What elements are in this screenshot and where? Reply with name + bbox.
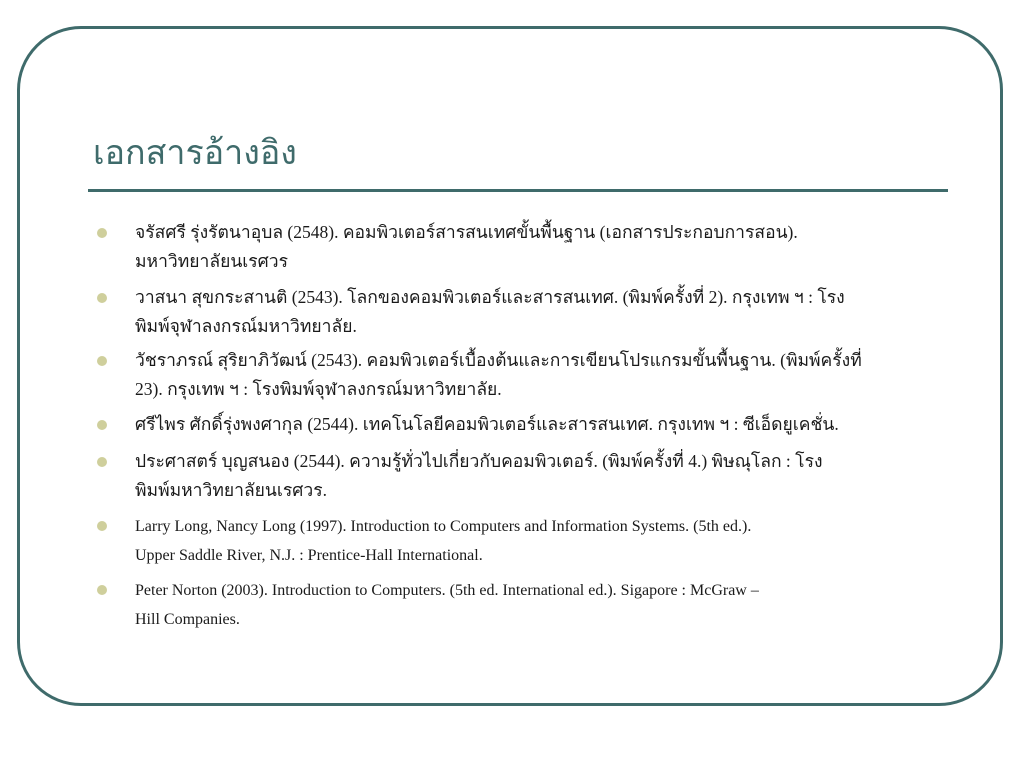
reference-line: มหาวิทยาลัยนเรศวร [135,251,288,271]
reference-text [135,576,925,634]
bullet-icon [97,420,107,430]
reference-line: จรัสศรี รุ่งรัตนาอุบล (2548). คอมพิวเตอร์สารสนเทศขั้นพื้นฐาน (เอกสารประกอบการสอน). [135,222,798,242]
bullet-icon [97,521,107,531]
bullet-icon [97,293,107,303]
reference-line: พิมพ์จุฬาลงกรณ์มหาวิทยาลัย. [135,316,357,336]
reference-text [135,512,925,570]
reference-line: ศรีไพร ศักดิ์รุ่งพงศากุล (2544). เทคโนโลยีคอมพิวเตอร์และสารสนเทศ. กรุงเทพ ฯ : ซีเอ็ดยูเคชั่น. [135,414,839,434]
reference-line: Upper Saddle River, N.J. : Prentice-Hall International. [135,547,483,564]
bullet-icon [97,356,107,366]
reference-text [135,447,925,505]
reference-line: พิมพ์มหาวิทยาลัยนเรศวร. [135,480,327,500]
bullet-icon [97,457,107,467]
reference-text [135,346,925,404]
reference-line: Peter Norton (2003). Introduction to Computers. (5th ed. International ed.). Sigapore : McGraw – [135,582,759,599]
reference-line: ประศาสตร์ บุญสนอง (2544). ความรู้ทั่วไปเกี่ยวกับคอมพิวเตอร์. (พิมพ์ครั้งที่ 4.) พิษณุโลก : โรง [135,451,823,471]
reference-line: Larry Long, Nancy Long (1997). Introduction to Computers and Information Systems. (5th ed.). [135,518,752,535]
title-underline [88,189,948,192]
bullet-icon [97,228,107,238]
reference-line: 23). กรุงเทพ ฯ : โรงพิมพ์จุฬาลงกรณ์มหาวิทยาลัย. [135,379,502,399]
reference-line: วาสนา สุขกระสานติ (2543). โลกของคอมพิวเตอร์และสารสนเทศ. (พิมพ์ครั้งที่ 2). กรุงเทพ ฯ : โรง [135,287,845,307]
reference-line: วัชราภรณ์ สุริยาภิวัฒน์ (2543). คอมพิวเตอร์เบื้องต้นและการเขียนโปรแกรมขั้นพื้นฐาน. (พิมพ์ครั้งที่ [135,350,862,370]
reference-line: Hill Companies. [135,611,240,628]
reference-text [135,218,925,276]
bullet-icon [97,585,107,595]
reference-text [135,410,925,439]
reference-text [135,283,925,341]
slide-title: เอกสารอ้างอิง [93,135,297,172]
